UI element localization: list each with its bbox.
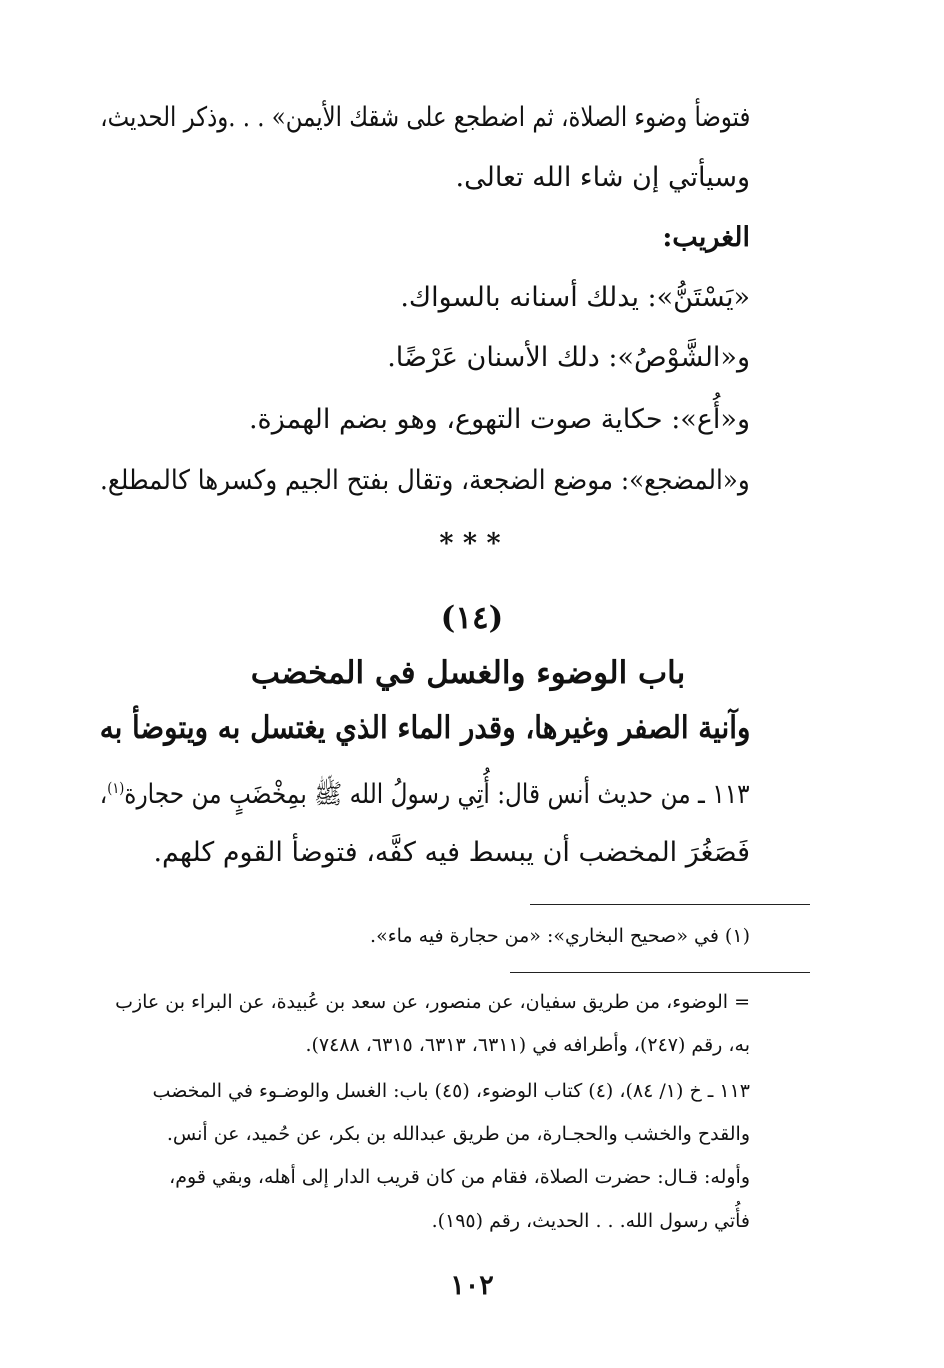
takhrij-continued-line-2: به، رقم (٢٤٧)، وأطرافه في (٦٣١١، ٦٣١٣، ٦٣١٥، ٧٤٨٨). (305, 1034, 750, 1056)
takhrij-113-line-3: وأوله: قـال: حضرت الصلاة، فقام من كان قريب الدار إلى أهله، وبقي قوم، (169, 1166, 750, 1188)
intro-line-1: فتوضأ وضوء الصلاة، ثم اضطجع على شقك الأيمن» . . .وذكر الحديث، (99, 102, 750, 133)
hadith-comma: ، (100, 779, 108, 810)
footnote-marker: (١) (107, 779, 125, 797)
chapter-number: (١٤) (440, 600, 504, 636)
gharib-item-madja: و«المضجع»: موضع الضجعة، وتقال بفتح الجيم وكسرها كالمطلع. (100, 465, 750, 496)
footnote-1: (١) في «صحيح البخاري»: «من حجارة فيه ماء». (370, 925, 750, 947)
gharib-heading: الغريب: (662, 222, 750, 253)
takhrij-continued-line-1: = الوضوء، من طريق سفيان، عن منصور، عن سعد بن عُبيدة، عن البراء بن عازب (115, 991, 750, 1013)
page-number: ١٠٢ (450, 1270, 494, 1301)
chapter-title-line-1: باب الوضوء والغسل في المخضب (250, 655, 686, 691)
takhrij-divider (510, 972, 810, 973)
intro-line-2: وسيأتي إن شاء الله تعالى. (455, 162, 750, 193)
footnote-divider (530, 904, 810, 905)
takhrij-113-line-1: ١١٣ ـ خ (١/ ٨٤)، (٤) كتاب الوضوء، (٤٥) باب: الغسل والوضـوء في المخضب (152, 1080, 750, 1102)
hadith-line-2: فَصَغُرَ المخضب أن يبسط فيه كفَّه، فتوضأ القوم كلهم. (153, 837, 750, 868)
section-separator: * * * (439, 528, 501, 559)
gharib-item-shawsu: و«الشَّوْصُ»: دلك الأسنان عَرْضًا. (387, 342, 750, 373)
hadith-line-1 (100, 777, 750, 817)
gharib-item-u: و«أُع»: حكاية صوت التهوع، وهو بضم الهمزة. (248, 404, 750, 435)
chapter-title-line-2: وآنية الصفر وغيرها، وقدر الماء الذي يغتسل به ويتوضأ به (99, 710, 750, 746)
takhrij-113-line-4: فأُتي رسول الله. . . الحديث، رقم (١٩٥). (431, 1210, 750, 1232)
gharib-item-yastann: «يَسْتَنُّ»: يدلك أسنانه بالسواك. (400, 282, 750, 313)
hadith-text: ١١٣ ـ من حديث أنس قال: أُتِي رسولُ الله ﷺ بمِخْضَبٍ من حجارة (124, 779, 750, 810)
takhrij-113-line-2: والقدح والخشب والحجـارة، من طريق عبدالله بن بكر، عن حُميد، عن أنس. (166, 1123, 750, 1145)
